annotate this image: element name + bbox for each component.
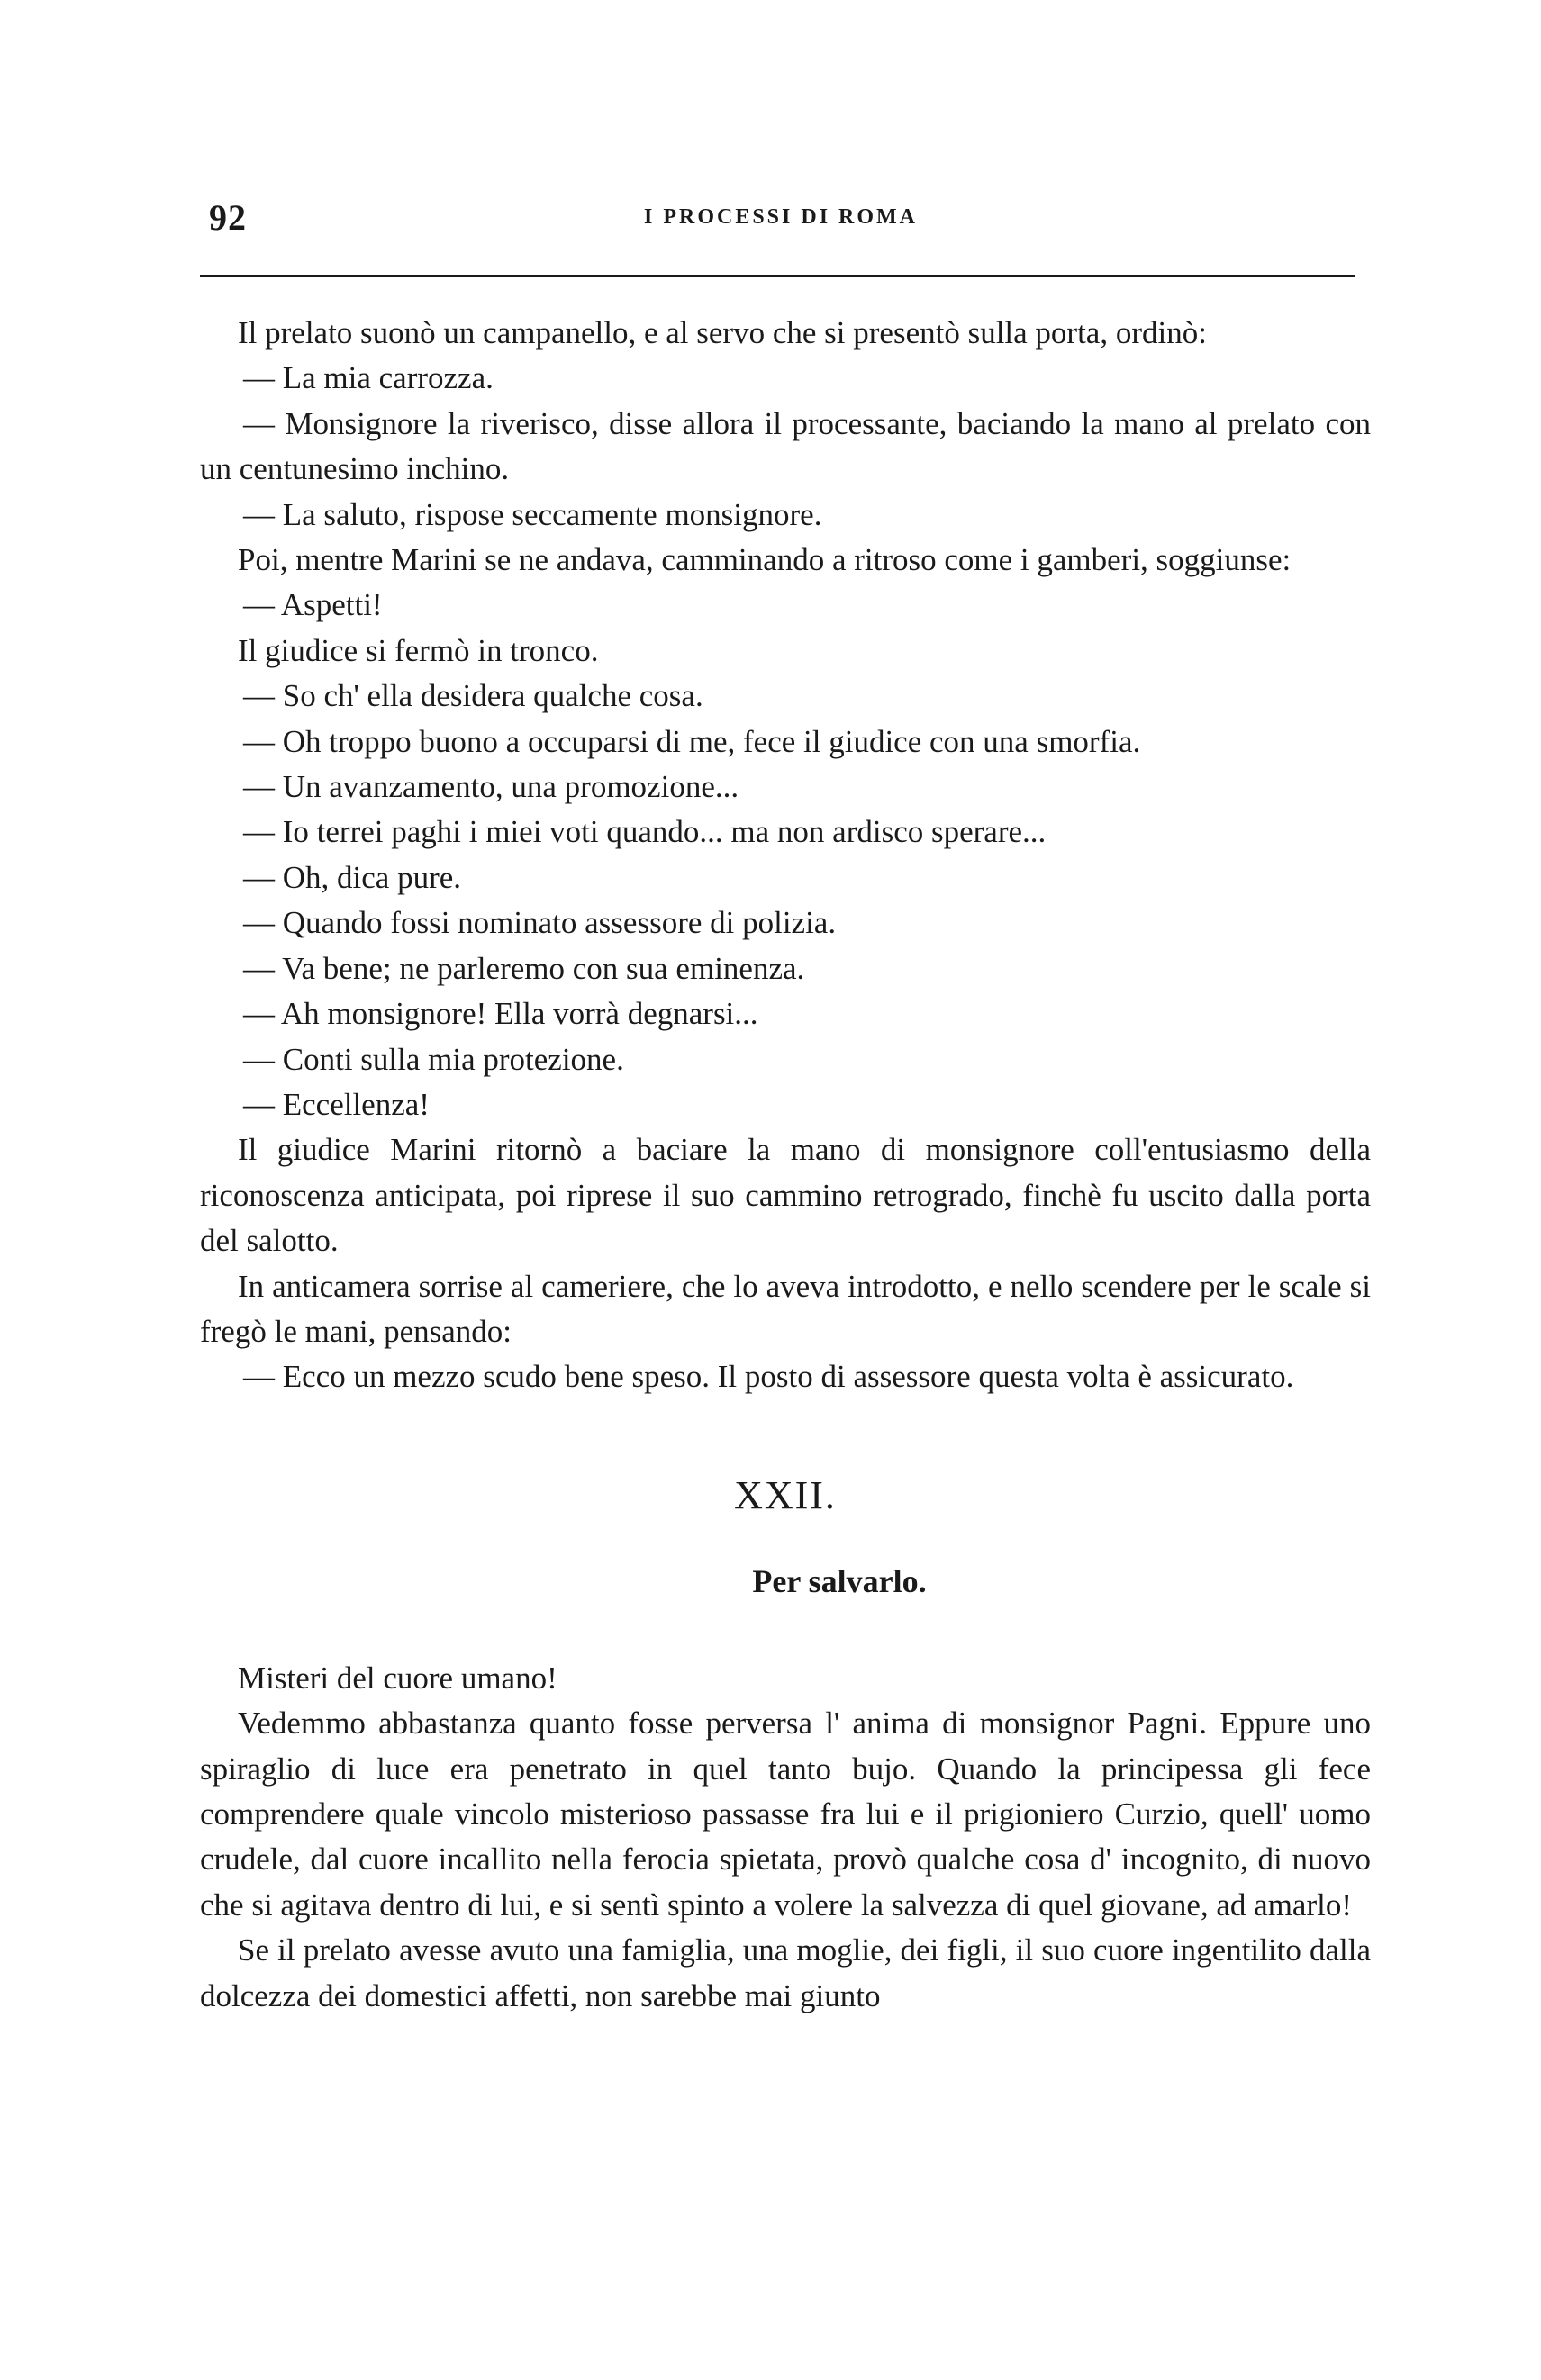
dialogue-line: — La mia carrozza. xyxy=(243,360,494,396)
page-header xyxy=(209,196,1353,247)
dialogue-line: — La saluto, rispose seccamente monsignore. xyxy=(243,496,822,532)
page-number: 92 xyxy=(209,197,247,238)
dialogue-line: — Monsignore la riverisco, disse allora il processante, baciando la mano al prelato con un centunesimo inchino. xyxy=(200,405,1371,487)
paragraph: Il giudice si fermò in tronco. xyxy=(238,632,599,668)
paragraph: Se il prelato avesse avuto una famiglia, una moglie, dei figli, il suo cuore ingentilito dalla dolcezza dei domestici affetti, non sarebbe mai giunto xyxy=(200,1932,1371,2013)
paragraph: Il prelato suonò un campanello, e al servo che si presentò sulla porta, ordinò: xyxy=(238,315,1207,350)
running-title: I PROCESSI DI ROMA xyxy=(643,205,919,229)
paragraph: In anticamera sorrise al cameriere, che lo aveva introdotto, e nello scendere per le scale si fregò le mani, pensando: xyxy=(200,1268,1371,1349)
dialogue-line: — Eccellenza! xyxy=(243,1086,430,1122)
dialogue-line: — Ecco un mezzo scudo bene speso. Il posto di assessore questa volta è assicurato. xyxy=(243,1359,1294,1395)
dialogue-line: — Ah monsignore! Ella vorrà degnarsi... xyxy=(243,996,758,1032)
dialogue-line: — Oh troppo buono a occuparsi di me, fece il giudice con una smorfia. xyxy=(243,723,1141,759)
dialogue-line: — Un avanzamento, una promozione... xyxy=(243,769,739,805)
paragraph: Il giudice Marini ritornò a baciare la mano di monsignore coll'entusiasmo della riconoscenza anticipata, poi riprese il suo cammino retrogrado, finchè fu uscito dalla porta del salotto. xyxy=(200,1132,1371,1259)
header-rule xyxy=(200,275,1355,277)
dialogue-line: — Oh, dica pure. xyxy=(243,859,462,895)
dialogue-line: — Io terrei paghi i miei voti quando... ma non ardisco sperare... xyxy=(243,814,1047,850)
chapter-title: Per salvarlo. xyxy=(752,1562,927,1599)
dialogue-line: — Conti sulla mia protezione. xyxy=(243,1041,624,1077)
chapter-number: XXII. xyxy=(734,1472,837,1517)
dialogue-line: — Aspetti! xyxy=(243,587,383,623)
dialogue-line: — Quando fossi nominato assessore di polizia. xyxy=(243,905,837,941)
body-text xyxy=(200,311,1371,2019)
paragraph: Vedemmo abbastanza quanto fosse perversa l' anima di monsignor Pagni. Eppure uno spiraglio di luce era penetrato in quel tanto bujo. Quando la principessa gli fece comprendere quale vincolo misterioso passasse fra lui e il prigioniero Curzio, quell' uomo crudele, dal cuore incallito nella ferocia spietata, provò qualche cosa d' incognito, di nuovo che si agitava dentro di lui, e si sentì spinto a volere la salvezza di quel giovane, ad amarlo! xyxy=(200,1706,1371,1923)
paragraph: Misteri del cuore umano! xyxy=(238,1660,557,1696)
dialogue-line: — So ch' ella desidera qualche cosa. xyxy=(243,678,703,714)
paragraph: Poi, mentre Marini se ne andava, camminando a ritroso come i gamberi, soggiunse: xyxy=(238,542,1292,578)
dialogue-line: — Va bene; ne parleremo con sua eminenza. xyxy=(243,950,805,986)
